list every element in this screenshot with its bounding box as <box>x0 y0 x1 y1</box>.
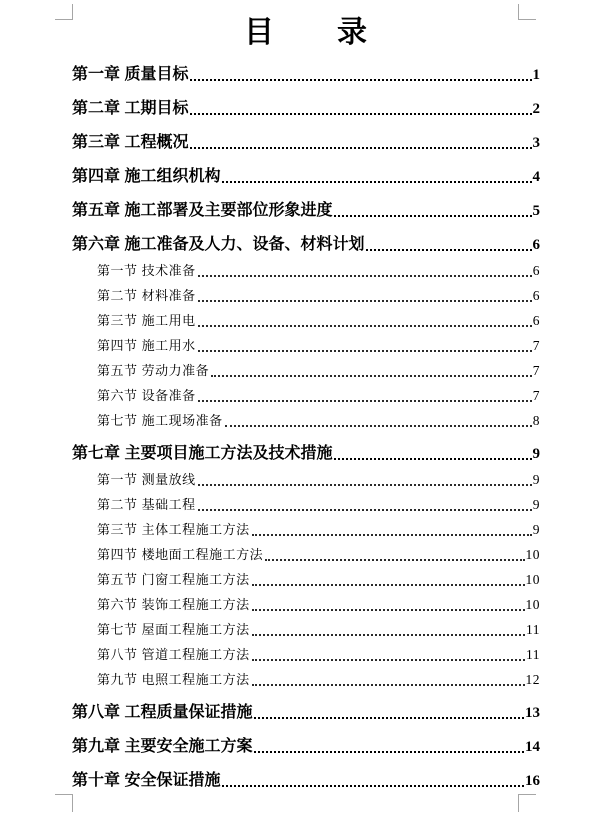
toc-entry[interactable] <box>72 165 540 186</box>
toc-entry-page: 10 <box>525 547 540 562</box>
toc-entry[interactable] <box>72 496 540 513</box>
toc-entry-page: 6 <box>532 237 540 253</box>
toc-entry[interactable] <box>72 671 540 688</box>
toc-entry-label: 第五节 劳动力准备 <box>97 363 210 378</box>
toc-entry-page: 7 <box>532 363 540 378</box>
dot-leader <box>252 684 525 686</box>
toc-entry-page: 8 <box>532 413 540 428</box>
toc-entry-page: 9 <box>532 522 540 537</box>
toc-entry[interactable] <box>72 646 540 663</box>
toc-entry-label: 第六节 设备准备 <box>97 388 196 403</box>
toc-entry-page: 13 <box>525 705 540 721</box>
toc-entry-page: 14 <box>525 739 540 755</box>
toc-entry-label: 第二节 基础工程 <box>97 497 196 512</box>
dot-leader <box>252 634 525 636</box>
margin-crop-mark-bottom-left <box>55 794 73 812</box>
toc-entry-label: 第八节 管道工程施工方法 <box>97 647 250 662</box>
toc-entry-label: 第九章 主要安全施工方案 <box>72 738 253 755</box>
toc-entry[interactable] <box>72 233 540 254</box>
toc-entry-page: 11 <box>526 647 540 662</box>
toc-entry-page: 9 <box>532 497 540 512</box>
toc-entry[interactable] <box>72 701 540 722</box>
toc-entry-label: 第四章 施工组织机构 <box>72 168 221 185</box>
toc-entry[interactable] <box>72 262 540 279</box>
toc-entry-page: 6 <box>532 263 540 278</box>
dot-leader <box>190 147 531 149</box>
toc-entry[interactable] <box>72 97 540 118</box>
toc-entry-page: 10 <box>525 572 540 587</box>
dot-leader <box>211 375 532 377</box>
toc-entry-label: 第七节 施工现场准备 <box>97 413 223 428</box>
toc-entry-label: 第一节 测量放线 <box>97 472 196 487</box>
toc-entry-page: 7 <box>532 338 540 353</box>
dot-leader <box>265 559 524 561</box>
toc-entry[interactable] <box>72 337 540 354</box>
dot-leader <box>198 484 532 486</box>
dot-leader <box>366 249 531 251</box>
dot-leader <box>198 300 532 302</box>
dot-leader <box>334 458 531 460</box>
toc-entry[interactable] <box>72 412 540 429</box>
toc-entry[interactable] <box>72 362 540 379</box>
document-title: 目 录 <box>244 16 368 49</box>
toc-entry-label: 第八章 工程质量保证措施 <box>72 704 253 721</box>
toc-entry-page: 16 <box>525 773 540 789</box>
toc-entry-label: 第五节 门窗工程施工方法 <box>97 572 250 587</box>
margin-crop-mark-bottom-right <box>518 794 536 812</box>
dot-leader <box>252 609 525 611</box>
toc-entry[interactable] <box>72 312 540 329</box>
toc-entry[interactable] <box>72 621 540 638</box>
toc-entry-label: 第五章 施工部署及主要部位形象进度 <box>72 202 333 219</box>
toc-entry[interactable] <box>72 442 540 463</box>
toc-entry-page: 7 <box>532 388 540 403</box>
dot-leader <box>198 325 532 327</box>
dot-leader <box>254 717 524 719</box>
toc-entry[interactable] <box>72 387 540 404</box>
toc-entry[interactable] <box>72 199 540 220</box>
toc-entry-page: 11 <box>526 622 540 637</box>
toc-entry-label: 第九节 电照工程施工方法 <box>97 672 250 687</box>
dot-leader <box>190 79 531 81</box>
toc-entry-label: 第四节 施工用水 <box>97 338 196 353</box>
toc-entry-page: 5 <box>532 203 540 219</box>
toc-entry-label: 第四节 楼地面工程施工方法 <box>97 547 264 562</box>
toc-entry-label: 第三节 主体工程施工方法 <box>97 522 250 537</box>
dot-leader <box>198 350 532 352</box>
margin-crop-mark-top-left <box>55 4 73 20</box>
toc-entry-page: 9 <box>532 446 540 462</box>
toc-entry-page: 4 <box>532 169 540 185</box>
toc-list <box>72 63 540 790</box>
toc-entry[interactable] <box>72 735 540 756</box>
toc-entry[interactable] <box>72 571 540 588</box>
toc-entry[interactable] <box>72 769 540 790</box>
toc-entry[interactable] <box>72 287 540 304</box>
toc-entry[interactable] <box>72 596 540 613</box>
toc-entry-label: 第七节 屋面工程施工方法 <box>97 622 250 637</box>
dot-leader <box>198 275 532 277</box>
toc-entry-label: 第十章 安全保证措施 <box>72 772 221 789</box>
toc-entry-label: 第三章 工程概况 <box>72 134 189 151</box>
dot-leader <box>225 425 532 427</box>
toc-entry[interactable] <box>72 546 540 563</box>
dot-leader <box>252 534 532 536</box>
toc-entry-page: 6 <box>532 313 540 328</box>
toc-entry-page: 6 <box>532 288 540 303</box>
toc-entry-page: 3 <box>532 135 540 151</box>
toc-entry-label: 第一节 技术准备 <box>97 263 196 278</box>
toc-entry-label: 第七章 主要项目施工方法及技术措施 <box>72 445 333 462</box>
dot-leader <box>198 400 532 402</box>
dot-leader <box>222 181 531 183</box>
dot-leader <box>222 785 524 787</box>
dot-leader <box>198 509 532 511</box>
toc-entry-label: 第六节 装饰工程施工方法 <box>97 597 250 612</box>
dot-leader <box>254 751 524 753</box>
dot-leader <box>334 215 531 217</box>
toc-entry[interactable] <box>72 63 540 84</box>
toc-entry-label: 第一章 质量目标 <box>72 66 189 83</box>
toc-entry-page: 2 <box>532 101 540 117</box>
toc-entry-page: 1 <box>532 67 540 83</box>
toc-entry-label: 第二节 材料准备 <box>97 288 196 303</box>
toc-entry-page: 10 <box>525 597 540 612</box>
toc-entry-page: 9 <box>532 472 540 487</box>
toc-entry-label: 第六章 施工准备及人力、设备、材料计划 <box>72 236 365 253</box>
document-content <box>72 0 540 790</box>
toc-entry-label: 第三节 施工用电 <box>97 313 196 328</box>
dot-leader <box>252 584 525 586</box>
dot-leader <box>252 659 525 661</box>
toc-entry[interactable] <box>72 471 540 488</box>
toc-entry-label: 第二章 工期目标 <box>72 100 189 117</box>
toc-entry-page: 12 <box>525 672 540 687</box>
dot-leader <box>190 113 531 115</box>
toc-entry[interactable] <box>72 521 540 538</box>
toc-entry[interactable] <box>72 131 540 152</box>
